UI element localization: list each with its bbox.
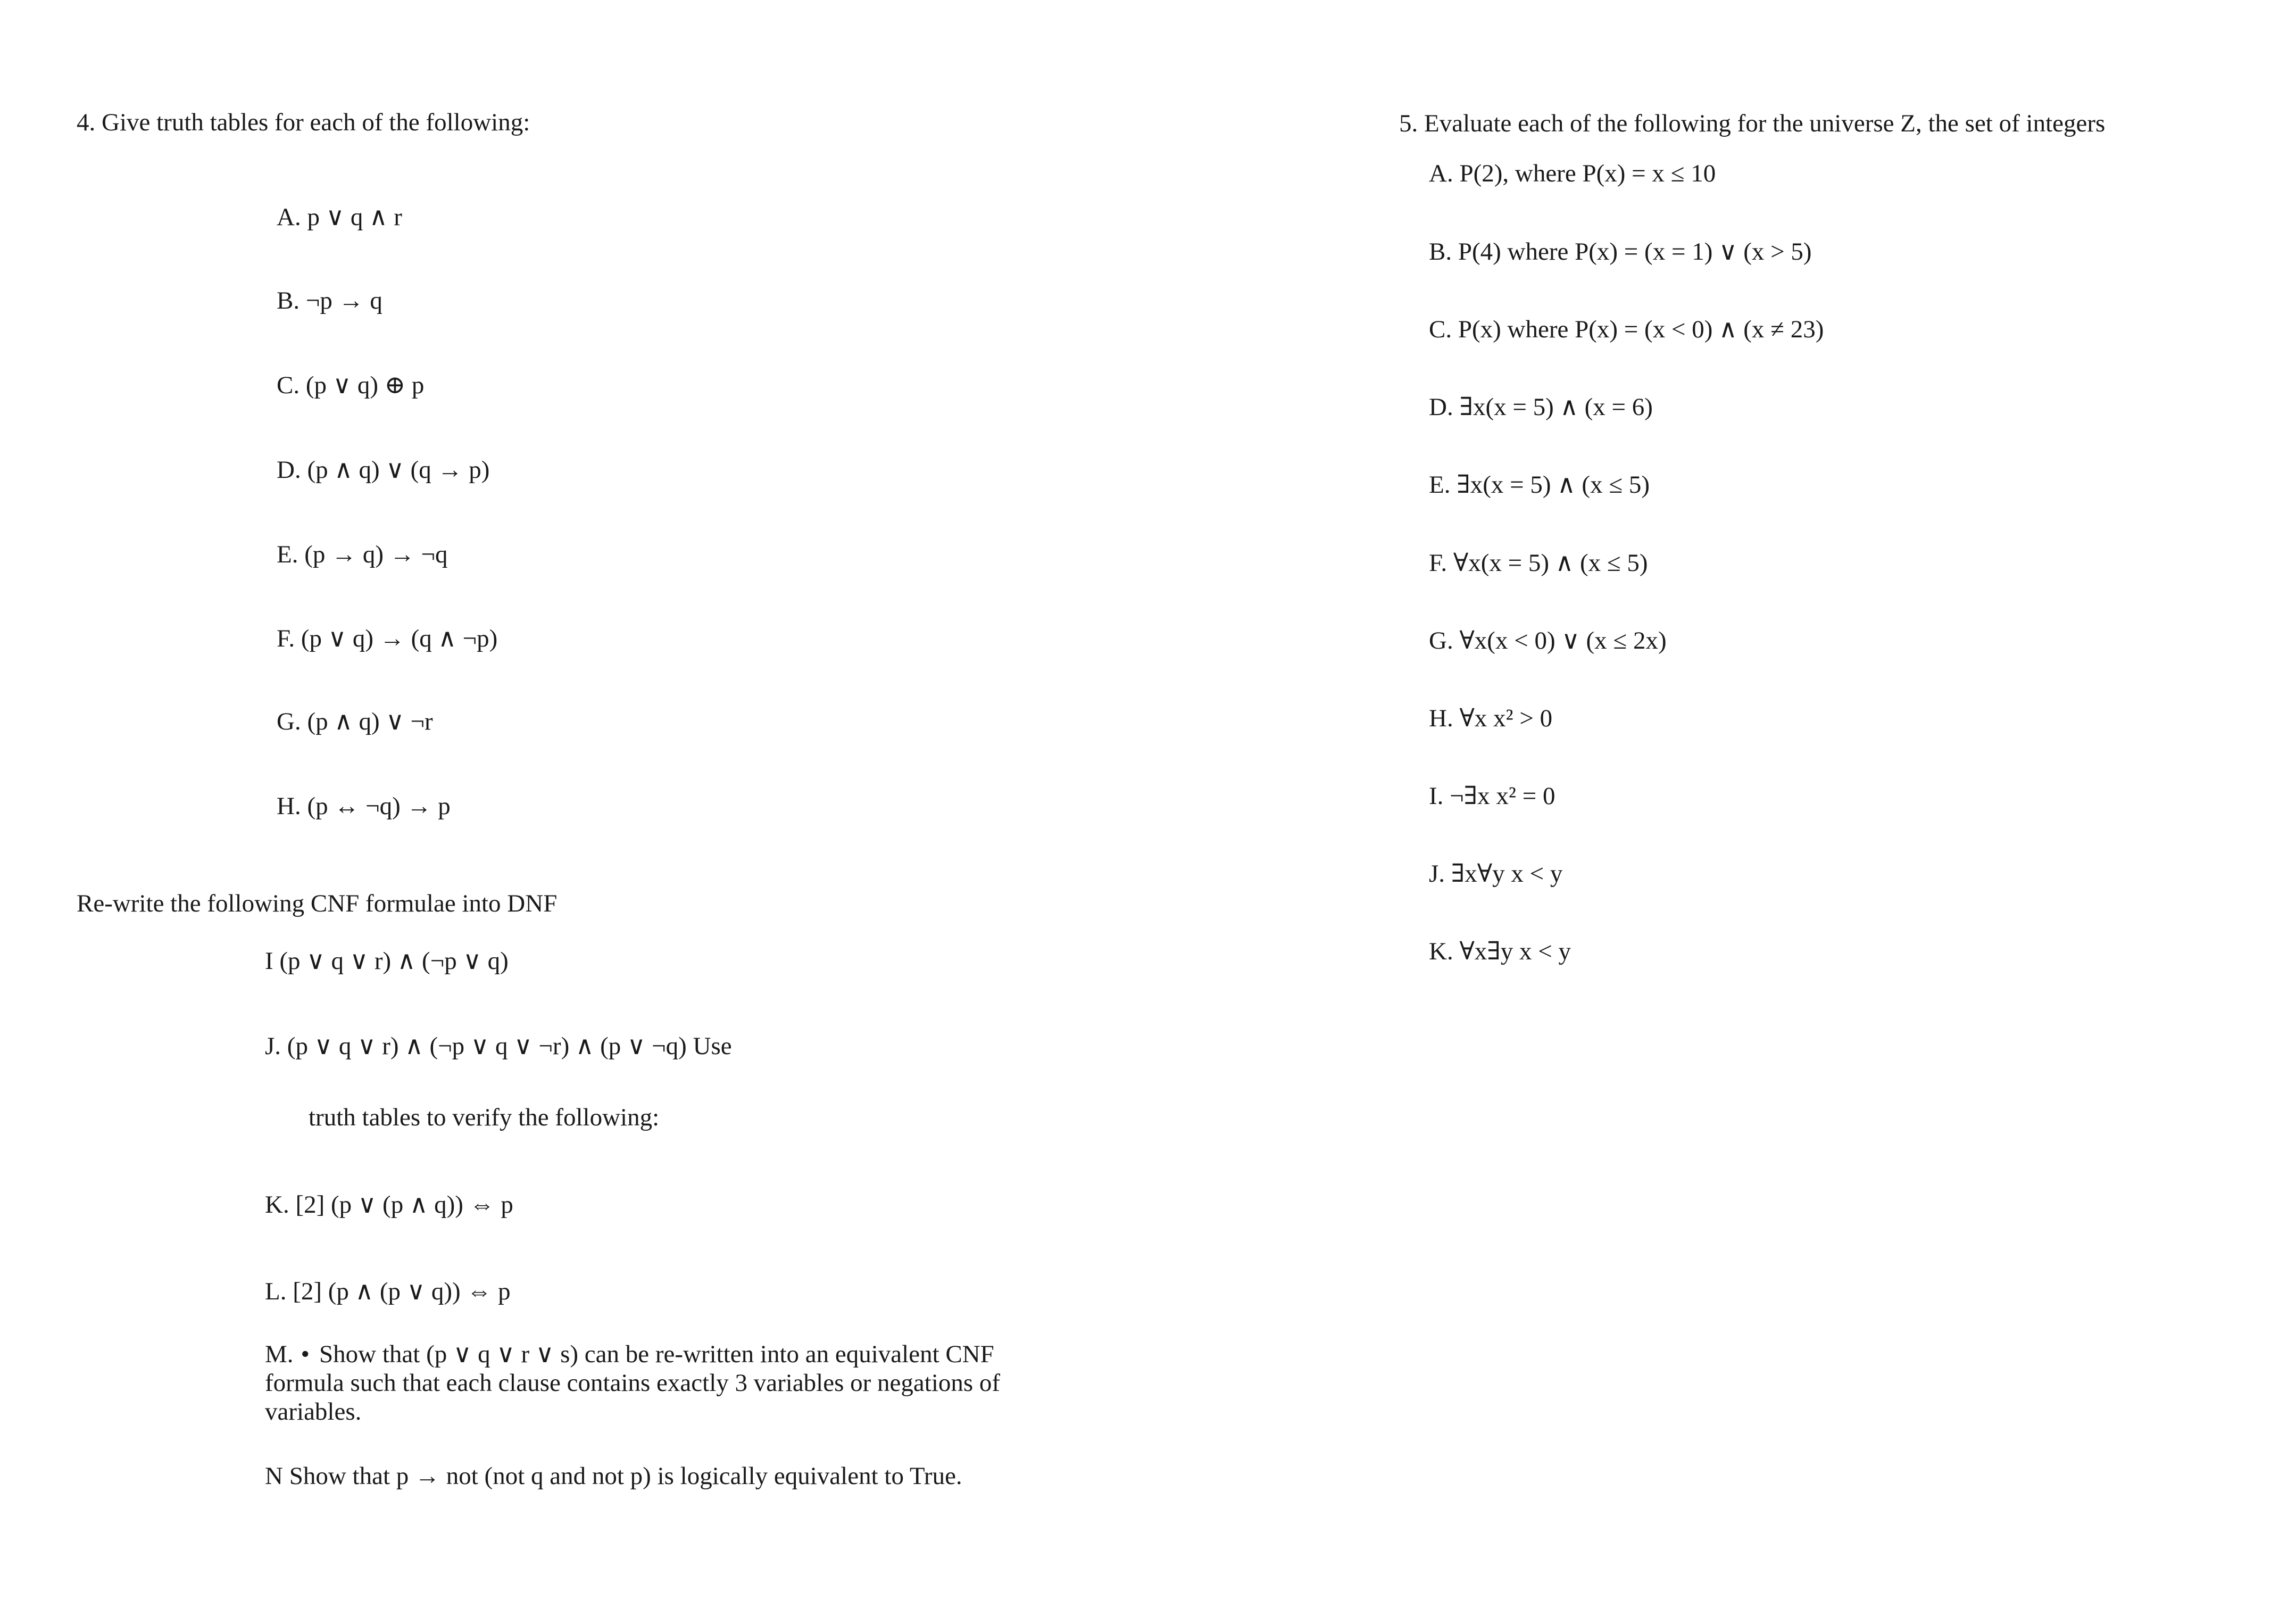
cnf-heading: Re-write the following CNF formulae into DNF	[77, 890, 558, 917]
q4-item-h: H. (p ↔ ¬q) → p	[277, 792, 451, 820]
q4-item-e: E. (p → q) → ¬q	[277, 541, 448, 568]
q4-item-d: D. (p ∧ q) ∨ (q → p)	[277, 456, 490, 484]
q4-item-b: B. ¬p → q	[277, 287, 382, 314]
verify-item-k: K. [2] (p ∨ (p ∧ q)) ⇔ p	[265, 1191, 513, 1219]
q4-item-c: C. (p ∨ q) ⊕ p	[277, 371, 425, 399]
bullet-icon: •	[301, 1340, 310, 1368]
q5-heading: 5. Evaluate each of the following for the universe Z, the set of integers	[1399, 110, 2106, 137]
q5-item-e: E. ∃x(x = 5) ∧ (x ≤ 5)	[1429, 471, 1650, 499]
q4-item-g: G. (p ∧ q) ∨ ¬r	[277, 708, 433, 735]
verify-item-l: L. [2] (p ∧ (p ∨ q)) ⇔ p	[265, 1278, 511, 1305]
cnf-item-j: J. (p ∨ q ∨ r) ∧ (¬p ∨ q ∨ ¬r) ∧ (p ∨ ¬q) Use	[265, 1032, 732, 1060]
item-n: N Show that p → not (not q and not p) is logically equivalent to True.	[265, 1462, 962, 1490]
q5-item-c: C. P(x) where P(x) = (x < 0) ∧ (x ≠ 23)	[1429, 316, 1824, 343]
item-m-text: Show that (p ∨ q ∨ r ∨ s) can be re-written into an equivalent CNF formula such that each clause contains exactly 3 variables or negations of variables.	[265, 1340, 1001, 1426]
q4-heading: 4. Give truth tables for each of the following:	[77, 109, 530, 136]
q4-item-a: A. p ∨ q ∧ r	[277, 203, 402, 231]
item-m	[265, 1340, 1026, 1426]
cnf-item-i: I (p ∨ q ∨ r) ∧ (¬p ∨ q)	[265, 947, 509, 975]
q5-item-j: J. ∃x∀y x < y	[1429, 860, 1563, 888]
q5-item-f: F. ∀x(x = 5) ∧ (x ≤ 5)	[1429, 549, 1648, 577]
item-m-label: M.	[265, 1340, 294, 1368]
q4-item-f: F. (p ∨ q) → (q ∧ ¬p)	[277, 625, 498, 652]
verify-text: truth tables to verify the following:	[309, 1104, 660, 1131]
q5-item-d: D. ∃x(x = 5) ∧ (x = 6)	[1429, 393, 1653, 421]
q5-item-h: H. ∀x x² > 0	[1429, 705, 1553, 732]
q5-item-b: B. P(4) where P(x) = (x = 1) ∨ (x > 5)	[1429, 238, 1812, 266]
q5-item-g: G. ∀x(x < 0) ∨ (x ≤ 2x)	[1429, 627, 1667, 654]
q5-item-k: K. ∀x∃y x < y	[1429, 938, 1571, 965]
q5-item-i: I. ¬∃x x² = 0	[1429, 782, 1555, 810]
q5-item-a: A. P(2), where P(x) = x ≤ 10	[1429, 160, 1716, 187]
